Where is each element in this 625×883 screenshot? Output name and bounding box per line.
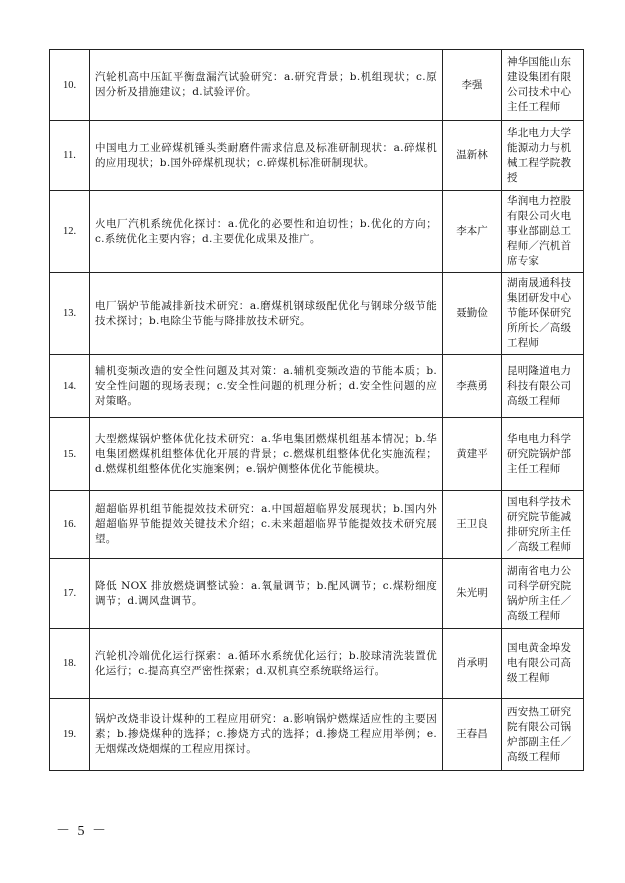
row-number: 17. xyxy=(50,559,90,629)
row-number: 19. xyxy=(50,699,90,771)
topic-cell: 降低 NOX 排放燃烧调整试验：a.氧量调节；b.配风调节；c.煤粉细度调节；d.调风盘调节。 xyxy=(90,559,443,629)
speaker-name: 黄建平 xyxy=(443,418,502,491)
speaker-name: 肖承明 xyxy=(443,629,502,699)
speaker-organization: 国电黄金埠发电有限公司高级工程师 xyxy=(502,629,584,699)
table-row xyxy=(50,50,584,121)
topic-cell: 锅炉改烧非设计煤种的工程应用研究：a.影响锅炉燃煤适应性的主要因素；b.掺烧煤种的选择；c.掺烧方式的选择；d.掺烧工程应用举例；e.无烟煤改烧烟煤的工程应用探讨。 xyxy=(90,699,443,771)
table-row xyxy=(50,699,584,771)
row-number: 18. xyxy=(50,629,90,699)
row-number: 13. xyxy=(50,273,90,355)
speaker-organization: 昆明隆道电力科技有限公司高级工程师 xyxy=(502,355,584,418)
speaker-name: 李强 xyxy=(443,50,502,121)
speaker-organization: 西安热工研究院有限公司锅炉部副主任／高级工程师 xyxy=(502,699,584,771)
topic-cell: 大型燃煤锅炉整体优化技术研究：a.华电集团燃煤机组基本情况；b.华电集团燃煤机组整体优化开展的背景；c.燃煤机组整体优化实施流程；d.燃煤机组整体优化实施案例；e.锅炉侧整体优化节能模块。 xyxy=(90,418,443,491)
table-row xyxy=(50,559,584,629)
speaker-organization: 华润电力控股有限公司火电事业部副总工程师／汽机首席专家 xyxy=(502,191,584,273)
speaker-name: 王春昌 xyxy=(443,699,502,771)
speaker-name: 温新林 xyxy=(443,121,502,191)
table-row xyxy=(50,629,584,699)
speaker-organization: 国电科学技术研究院节能减排研究所主任／高级工程师 xyxy=(502,491,584,559)
speaker-name: 朱光明 xyxy=(443,559,502,629)
speaker-name: 李燕勇 xyxy=(443,355,502,418)
topic-cell: 中国电力工业碎煤机锤头类耐磨件需求信息及标准研制现状：a.碎煤机的应用现状；b.国外碎煤机现状；c.碎煤机标准研制现状。 xyxy=(90,121,443,191)
topic-cell: 火电厂汽机系统优化探讨：a.优化的必要性和迫切性；b.优化的方向；c.系统优化主要内容；d.主要优化成果及推广。 xyxy=(90,191,443,273)
topic-cell: 电厂锅炉节能减排新技术研究：a.磨煤机钢球级配优化与钢球分级节能技术探讨；b.电除尘节能与降排放技术研究。 xyxy=(90,273,443,355)
speaker-organization: 华电电力科学研究院锅炉部主任工程师 xyxy=(502,418,584,491)
row-number: 16. xyxy=(50,491,90,559)
topic-cell: 辅机变频改造的安全性问题及其对策：a.辅机变频改造的节能本质；b.安全性问题的现场表现；c.安全性问题的机理分析；d.安全性问题的应对策略。 xyxy=(90,355,443,418)
topic-cell: 超超临界机组节能提效技术研究：a.中国超超临界发展现状；b.国内外超超临界节能提效关键技术介绍；c.未来超超临界节能提效技术研究展望。 xyxy=(90,491,443,559)
topic-cell: 汽轮机冷端优化运行探索：a.循环水系统优化运行；b.胶球清洗装置优化运行；c.提高真空严密性探索；d.双机真空系统联络运行。 xyxy=(90,629,443,699)
table-row xyxy=(50,418,584,491)
speaker-organization: 湖南省电力公司科学研究院锅炉所主任／高级工程师 xyxy=(502,559,584,629)
agenda-table xyxy=(49,49,584,771)
row-number: 15. xyxy=(50,418,90,491)
topic-cell: 汽轮机高中压缸平衡盘漏汽试验研究：a.研究背景；b.机组现状；c.原因分析及措施建议；d.试验评价。 xyxy=(90,50,443,121)
table-row xyxy=(50,355,584,418)
table-row xyxy=(50,273,584,355)
row-number: 14. xyxy=(50,355,90,418)
speaker-name: 王卫良 xyxy=(443,491,502,559)
speaker-name: 聂勤俭 xyxy=(443,273,502,355)
row-number: 11. xyxy=(50,121,90,191)
table-row xyxy=(50,191,584,273)
row-number: 10. xyxy=(50,50,90,121)
speaker-organization: 华北电力大学能源动力与机械工程学院教授 xyxy=(502,121,584,191)
page-number: － 5 － xyxy=(56,824,108,839)
table-row xyxy=(50,491,584,559)
speaker-name: 李本广 xyxy=(443,191,502,273)
speaker-organization: 神华国能山东建设集团有限公司技术中心主任工程师 xyxy=(502,50,584,121)
row-number: 12. xyxy=(50,191,90,273)
table-row xyxy=(50,121,584,191)
speaker-organization: 湖南晟通科技集团研发中心节能环保研究所所长／高级工程师 xyxy=(502,273,584,355)
